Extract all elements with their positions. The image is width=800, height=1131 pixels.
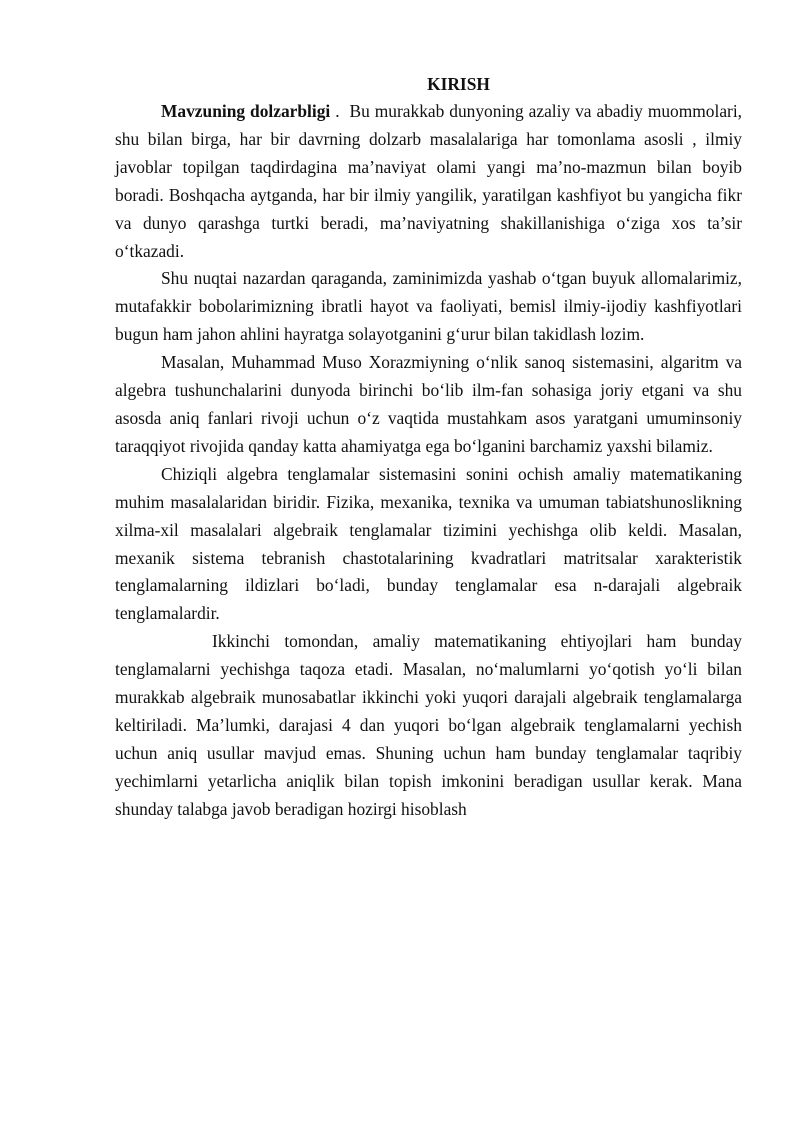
page-title: KIRISH	[427, 74, 490, 94]
paragraph: Ikkinchi tomondan, amaliy matematikaning ehtiyojlari ham bunday tenglamalarni yechishga taqoza etadi. Masalan, no‘malumlarni yo‘qotish yo‘li bilan murakkab algebraik munosabatlar ikkinchi yoki yuqori darajali algebraik tenglamalarga keltiriladi. Ma’lumki, darajasi 4 dan yuqori bo‘lgan algebraik tenglamalarni yechish uchun aniq usullar mavjud emas. Shuning uchun ham bunday tenglamalar taqribiy yechimlarni yetarlicha aniqlik bilan topish imkonini beradigan usullar kerak. Mana shunday talabga javob beradigan hozirgi hisoblash	[115, 631, 742, 819]
paragraph: Shu nuqtai nazardan qaraganda, zaminimizda yashab o‘tgan buyuk allomalarimiz, mutafakkir bobolarimizning ibratli hayot va faoliyati, bemisl ilmiy-ijodiy kashfiyotlari bugun ham jahon ahlini hayratga solayotganini g‘urur bilan takidlash lozim.	[115, 268, 742, 345]
relevance-separator: .	[330, 101, 350, 121]
paragraph: Masalan, Muhammad Muso Xorazmiyning o‘nlik sanoq sistemasini, algaritm va algebra tushunchalarini dunyoda birinchi bo‘lib ilm-fan sohasiga joriy etgani va shu asosda aniq fanlari rivoji uchun o‘z vaqtida mustahkam asos yaratgani umuminsoniy taraqqiyot rivojida qanday katta ahamiyatga ega bo‘lganini barchamiz yaxshi bilamiz.	[115, 352, 742, 456]
document-page	[115, 70, 742, 824]
paragraph-relevance	[115, 98, 742, 265]
paragraph: Chiziqli algebra tenglamalar sistemasini sonini ochish amaliy matematikaning muhim masalalaridan biridir. Fizika, mexanika, texnika va umuman tabiatshunoslikning xilma-xil masalalari algebraik tenglamalar tizimini yechishga olib keldi. Masalan, mexanik sistema tebranish chastotalarining kvadratlari matritsalar xarakteristik tenglamalarning ildizlari bo‘ladi, bunday tenglamalar esa n-darajali algebraik tenglamalardir.	[115, 463, 742, 624]
paragraph-text: Bu murakkab dunyoning azaliy va abadiy muommolari, shu bilan birga, har bir davrning dolzarb masalalariga har tomonlama asosli , ilmiy javoblar topilgan taqdirdagina ma’naviyat olami yangi ma’no-mazmun bilan boyib boradi. Boshqacha aytganda, har bir ilmiy yangilik, yaratilgan kashfiyot bu yangicha fikr va dunyo qarashga turtki beradi, ma’naviyatning shakillanishiga o‘ziga xos ta’sir o‘tkazadi.	[115, 101, 743, 261]
relevance-heading: Mavzuning dolzarbligi	[161, 101, 331, 121]
